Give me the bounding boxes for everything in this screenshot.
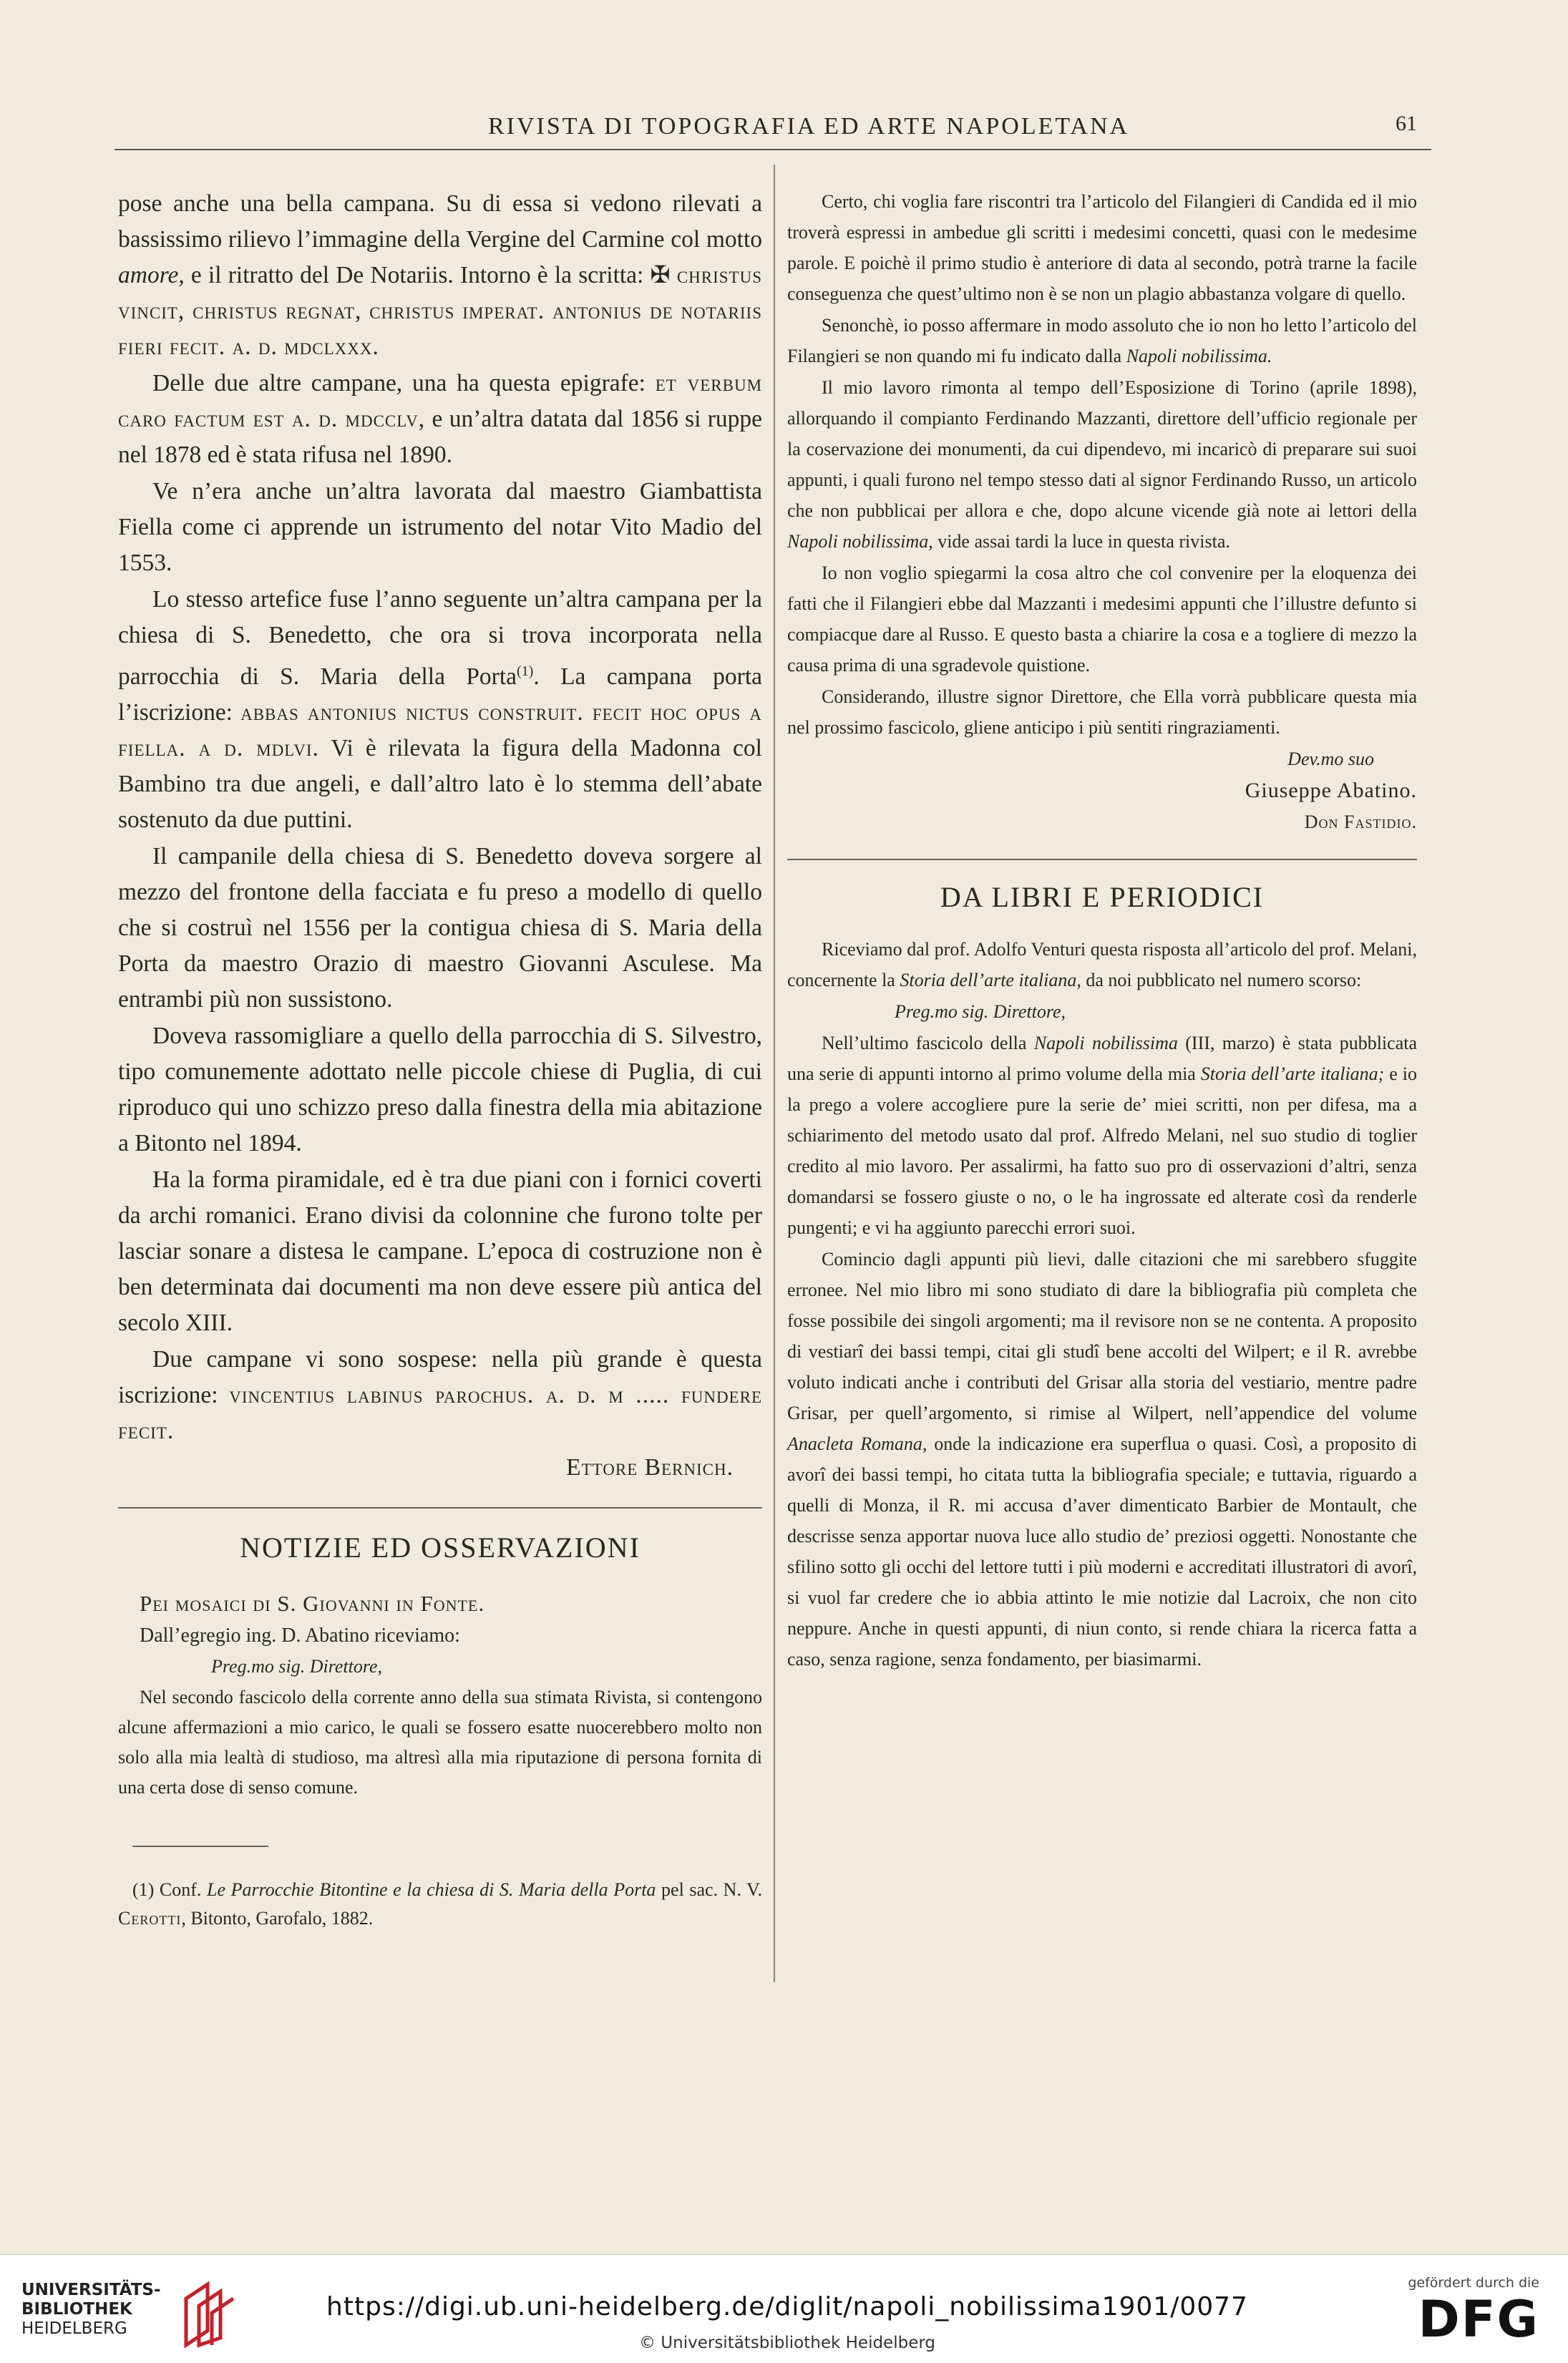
- section-heading: DA LIBRI E PERIODICI: [940, 881, 1265, 913]
- permalink-url[interactable]: https://digi.ub.uni-heidelberg.de/diglit/napoli_nobilissima1901/0077: [326, 2292, 1248, 2321]
- paragraph: Riceviamo dal prof. Adolfo Venturi questa risposta all’articolo del prof. Melani, concernente la Storia dell’arte italiana, da noi pubblicato nel numero scorso:: [787, 939, 1417, 990]
- signature: Ettore Bernich.: [566, 1454, 734, 1481]
- running-head: [115, 107, 1431, 150]
- salutation: Preg.mo sig. Direttore,: [895, 1001, 1066, 1022]
- paragraph: Ve n’era anche un’altra lavorata dal maestro Giambattista Fiella come ci apprende un istrumento del notar Vito Madio del 1553.: [118, 478, 762, 576]
- paragraph: Nell’ultimo fascicolo della Napoli nobilissima (III, marzo) è stata pubblicata una serie di appunti intorno al primo volume della mia Storia dell’arte italiana; e io la prego a volere accogliere pure la serie de’ miei scritti, non per difesa, ma a schiarimento del metodo usato dal prof. Alfredo Melani, nel suo studio di toglier credito al mio lavoro. Per assalirmi, ha fatto suo pro di osservazioni d’altri, senza domandarsi se fossero giuste o no, o le ha ingrossate ed alterate così da renderle pungenti; e vi ha aggiunto parecchi errori suoi.: [787, 1033, 1418, 1238]
- paragraph: Certo, chi voglia fare riscontri tra l’articolo del Filangieri di Candida ed il mio troverà espressi in ambedue gli scritti i medesimi concetti, quasi con le medesime parole. E poichè il primo studio è anteriore di data al secondo, potrà trarne la facile conseguenza che quest’ultimo non è se non un plagio abbastanza volgare di quello.: [787, 191, 1417, 304]
- paragraph: Doveva rassomigliare a quello della parrocchia di S. Silvestro, tipo comunemente adottato nelle piccole chiese di Puglia, di cui riproduco qui uno schizzo preso dalla finestra della mia abitazione a Bitonto nel 1894.: [118, 1023, 762, 1157]
- paragraph: Delle due altre campane, una ha questa epigrafe: et verbum caro factum est a. d. mdcclv, e un’altra datata dal 1856 si ruppe nel 1878 ed è stata rifusa nel 1890.: [118, 370, 763, 468]
- paragraph: Ha la forma piramidale, ed è tra due piani con i fornici coverti da archi romanici. Erano divisi da colonnine che furono tolte per lasciar sonare a distesa le campane. L’epoca di costruzione non è ben determinata dai documenti ma non deve essere più antica del secolo XIII.: [118, 1166, 762, 1337]
- copyright: © Universitätsbibliothek Heidelberg: [638, 2334, 935, 2352]
- page-number: 61: [1396, 112, 1417, 135]
- library-logo[interactable]: [21, 2281, 250, 2345]
- dfg-logo[interactable]: [1360, 2275, 1539, 2354]
- footnote-rule: [132, 1846, 268, 1847]
- right-column: [787, 186, 1417, 1675]
- paragraph: Due campane vi sono sospese: nella più grande è questa iscrizione: vincentius labinus parochus. a. d. m ..... fundere fecit.: [118, 1346, 763, 1445]
- footnote: (1) Conf. Le Parrocchie Bitontine e la chiesa di S. Maria della Porta pel sac. N. V. Cerotti, Bitonto, Garofalo, 1882.: [118, 1879, 763, 1929]
- paragraph: Considerando, illustre signor Direttore, che Ella vorrà pubblicare questa mia nel prossimo fascicolo, gliene anticipo i più sentiti ringraziamenti.: [787, 686, 1417, 738]
- paragraph: Il mio lavoro rimonta al tempo dell’Esposizione di Torino (aprile 1898), allorquando il compianto Ferdinando Mazzanti, direttore dell’ufficio regionale per la coservazione dei monumenti, da cui dipendevo, mi incaricò di preparare sui suoi appunti, i quali furono nel tempo stesso dati al signor Ferdinando Russo, un articolo che non pubblicai per allora e che, dopo alcune vicende già note ai lettori della Napoli nobilissima, vide assai tardi la luce in questa rivista.: [787, 377, 1417, 552]
- signature-pseudonym: Don Fastidio.: [1304, 812, 1417, 832]
- paragraph: Comincio dagli appunti più lievi, dalle citazioni che mi sarebbero sfuggite erronee. Nel mio libro mi sono studiato di dare la bibliografia più completa che fosse possibile dei singoli argomenti; ma il revisore non se ne contenta. A proposito di vestiarî dei bassi tempi, citai gli studî bene accolti del Wilpert; e il R. avrebbe voluto indicati anche i contributi del Grisar alla storia del vestiario, mentre padre Grisar, per quell’argomento, si rimise al Wilpert, nell’appendice del volume Anacleta Romana, onde la indicazione era superflua o quasi. Così, a proposito di avorî dei bassi tempi, ho citata tutta la bibliografia speciale; e tuttavia, riguardo a quelli di Monza, il R. mi accusa d’aver dimenticato Barbier de Montault, che descrisse senza apportar nuova luce allo studio de’ preziosi oggetti. Nonostante che sfilino sotto gli occhi del lettore tutti i più moderni e accreditati illustratori di avorî, si vuol far credere che io abbia attinto le mie notizie dal Lacroix, che non cito neppure. Anche in questi appunti, di niun conto, si rende chiara la ricerca fatta a caso, senza ragione, senza fondamento, per biasimarmi.: [787, 1249, 1417, 1670]
- salutation: Preg.mo sig. Direttore,: [211, 1656, 383, 1677]
- dfg-wordmark: DFG: [1418, 2290, 1539, 2349]
- library-name: UNIVERSITÄTS- BIBLIOTHEK HEIDELBERG: [21, 2281, 161, 2338]
- column-divider: [774, 165, 775, 1982]
- letter-paragraph: Nel secondo fascicolo della corrente anno della sua stimata Rivista, si contengono alcune affermazioni a mio carico, le quali se fossero esatte nuocerebbero molto non solo alla mia lealtà di studioso, ma altresì alla mia riputazione di persona fornita di una certa dose di senso comune.: [118, 1687, 762, 1798]
- paragraph: Lo stesso artefice fuse l’anno seguente un’altra campana per la chiesa di S. Benedetto, che ora si trova incorporata nella parrocchia di S. Maria della Porta$^{(1)}$. La campana porta l’iscrizione: abbas antonius nictus construit. fecit hoc opus a fiella. a d. mdlvi. Vi è rilevata la figura della Madonna col Bambino tra due angeli, e dall’altro lato è lo stemma dell’abate sostenuto da due puttini.: [118, 586, 763, 834]
- left-column: [118, 186, 762, 1934]
- library-mark-icon: [179, 2281, 243, 2349]
- closing: Dev.mo suo: [1287, 749, 1374, 769]
- section-rule: [787, 859, 1417, 860]
- viewer-footer: [0, 2254, 1568, 2363]
- funded-by-label: gefördert durch die: [1408, 2275, 1539, 2291]
- running-title: RIVISTA DI TOPOGRAFIA ED ARTE NAPOLETANA: [487, 113, 1130, 140]
- paragraph: Io non voglio spiegarmi la cosa altro che col convenire per la eloquenza dei fatti che il Filangieri ebbe dal Mazzanti i medesimi appunti che l’illustre defunto si compiacque dare al Russo. E questo basta a chiarire la cosa e a togliere di mezzo la causa prima di una sgradevole quistione.: [787, 562, 1417, 676]
- footnote-ref: (1): [517, 663, 534, 679]
- section-rule: [118, 1507, 762, 1509]
- signature-name: Giuseppe Abatino.: [1245, 779, 1417, 802]
- paragraph: Senonchè, io posso affermare in modo assoluto che io non ho letto l’articolo del Filangieri se non quando mi fu indicato dalla Napoli nobilissima.: [787, 315, 1417, 366]
- paragraph: Il campanile della chiesa di S. Benedetto doveva sorgere al mezzo del frontone della facciata e fu preso a modello di quello che si costruì nel 1556 per la contigua chiesa di S. Maria della Porta da maestro Orazio di maestro Giovanni Asculese. Ma entrambi più non sussistono.: [118, 843, 762, 1013]
- subhead: Pei mosaici di S. Giovanni in Fonte.: [140, 1591, 485, 1617]
- paragraph: pose anche una bella campana. Su di essa si vedono rilevati a bassissimo rilievo l’immagine della Vergine del Carmine col motto amore, e il ritratto del De Notariis. Intorno è la scritta: ✠ christus vincit, christus regnat, christus imperat. antonius de notariis fieri fecit. a. d. mdclxxx.: [118, 190, 763, 360]
- section-heading: NOTIZIE ED OSSERVAZIONI: [240, 1531, 641, 1564]
- intro-line: Dall’egregio ing. D. Abatino riceviamo:: [140, 1624, 460, 1647]
